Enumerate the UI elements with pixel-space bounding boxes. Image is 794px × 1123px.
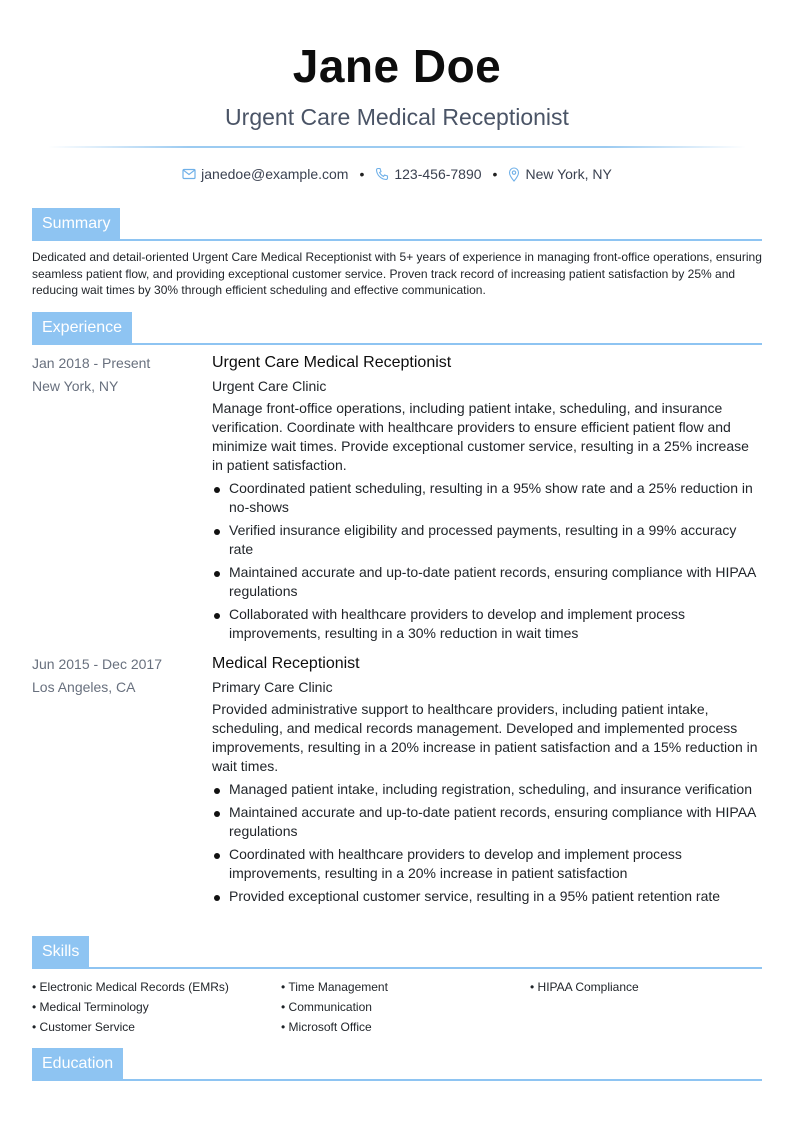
- summary-text: Dedicated and detail-oriented Urgent Care Medical Receptionist with 5+ years of experience in managing front-office operations, ensuring seamless patient flow, and providing exceptional customer service. Proven track record of increasing patient satisfaction by 25% and reducing wait times by 30% through efficient scheduling and effective communication.: [32, 250, 762, 297]
- skills-section: [32, 936, 762, 1037]
- section-rule: [32, 967, 762, 969]
- job-bullets: [212, 780, 762, 906]
- section-rule: [32, 1079, 762, 1081]
- experience-section: [32, 312, 762, 910]
- skills-list: [32, 977, 762, 1037]
- contact-bar: [0, 164, 794, 184]
- skill-item: • Time Management: [281, 977, 530, 997]
- list-item: Managed patient intake, including registration, scheduling, and insurance verification: [212, 780, 762, 799]
- job-location: New York, NY: [32, 378, 119, 394]
- contact-location: [508, 166, 611, 182]
- job-title: Urgent Care Medical Receptionist: [212, 354, 452, 371]
- job-entry: [32, 352, 762, 643]
- job-title: Medical Receptionist: [212, 655, 360, 672]
- contact-separator: •: [492, 166, 498, 182]
- section-title: Education: [32, 1048, 123, 1079]
- education-heading: [32, 1048, 762, 1081]
- job-entry: [32, 653, 762, 906]
- candidate-name: Jane Doe: [292, 40, 502, 92]
- list-item: Maintained accurate and up-to-date patient records, ensuring compliance with HIPAA regulations: [212, 563, 762, 601]
- job-location: Los Angeles, CA: [32, 679, 136, 695]
- job-description: Manage front-office operations, including patient intake, scheduling, and insurance verification. Coordinate with healthcare providers to ensure efficient patient flow and minimize wait times. Provide exceptional customer service, resulting in a 25% increase in patient satisfaction.: [212, 400, 749, 473]
- list-item: Provided exceptional customer service, resulting in a 95% patient retention rate: [212, 887, 762, 906]
- skill-item: • Electronic Medical Records (EMRs): [32, 977, 281, 997]
- skill-item: • Medical Terminology: [32, 997, 281, 1017]
- job-description: Provided administrative support to healthcare providers, including patient intake, scheduling, and medical records management. Developed and implemented process improvements, resulting in a 20% increase in patient satisfaction and a 15% reduction in wait times.: [212, 701, 758, 774]
- job-meta: [32, 352, 202, 398]
- skill-empty-cell: [530, 997, 762, 1017]
- job-bullets: [212, 479, 762, 643]
- mail-icon: [182, 168, 196, 180]
- list-item: Maintained accurate and up-to-date patient records, ensuring compliance with HIPAA regulations: [212, 803, 762, 841]
- job-details: [212, 352, 762, 643]
- list-item: Coordinated with healthcare providers to develop and implement process improvements, resulting in a 20% increase in patient satisfaction: [212, 845, 762, 883]
- job-details: [212, 653, 762, 906]
- job-dates: Jun 2015 - Dec 2017: [32, 656, 162, 672]
- phone-icon: [375, 167, 389, 181]
- job-company: Primary Care Clinic: [212, 679, 333, 695]
- list-item: Coordinated patient scheduling, resulting in a 95% show rate and a 25% reduction in no-shows: [212, 479, 762, 517]
- summary-section: [32, 208, 762, 299]
- header-divider: [48, 146, 746, 148]
- contact-phone[interactable]: [375, 166, 481, 182]
- skill-item: • Microsoft Office: [281, 1017, 530, 1037]
- skill-item: • Communication: [281, 997, 530, 1017]
- location-text: New York, NY: [525, 166, 612, 182]
- contact-separator: •: [359, 166, 365, 182]
- section-rule: [32, 343, 762, 345]
- section-rule: [32, 239, 762, 241]
- list-item: Verified insurance eligibility and processed payments, resulting in a 99% accuracy rate: [212, 521, 762, 559]
- skill-item: • Customer Service: [32, 1017, 281, 1037]
- job-dates: Jan 2018 - Present: [32, 355, 151, 371]
- candidate-title: Urgent Care Medical Receptionist: [225, 104, 569, 130]
- experience-heading: [32, 312, 762, 345]
- list-item: Collaborated with healthcare providers to develop and implement process improvements, resulting in a 30% reduction in wait times: [212, 605, 762, 643]
- section-title: Skills: [32, 936, 89, 967]
- resume-header: [0, 0, 794, 184]
- education-section: [32, 1048, 762, 1081]
- email-text: janedoe@example.com: [201, 166, 349, 182]
- job-meta: [32, 653, 202, 699]
- phone-text: 123-456-7890: [394, 166, 482, 182]
- section-title: Summary: [32, 208, 120, 239]
- section-title: Experience: [32, 312, 132, 343]
- contact-email[interactable]: [182, 166, 348, 182]
- skill-item: • HIPAA Compliance: [530, 977, 762, 997]
- skills-heading: [32, 936, 762, 969]
- map-pin-icon: [508, 167, 520, 182]
- job-company: Urgent Care Clinic: [212, 378, 327, 394]
- summary-heading: [32, 208, 762, 241]
